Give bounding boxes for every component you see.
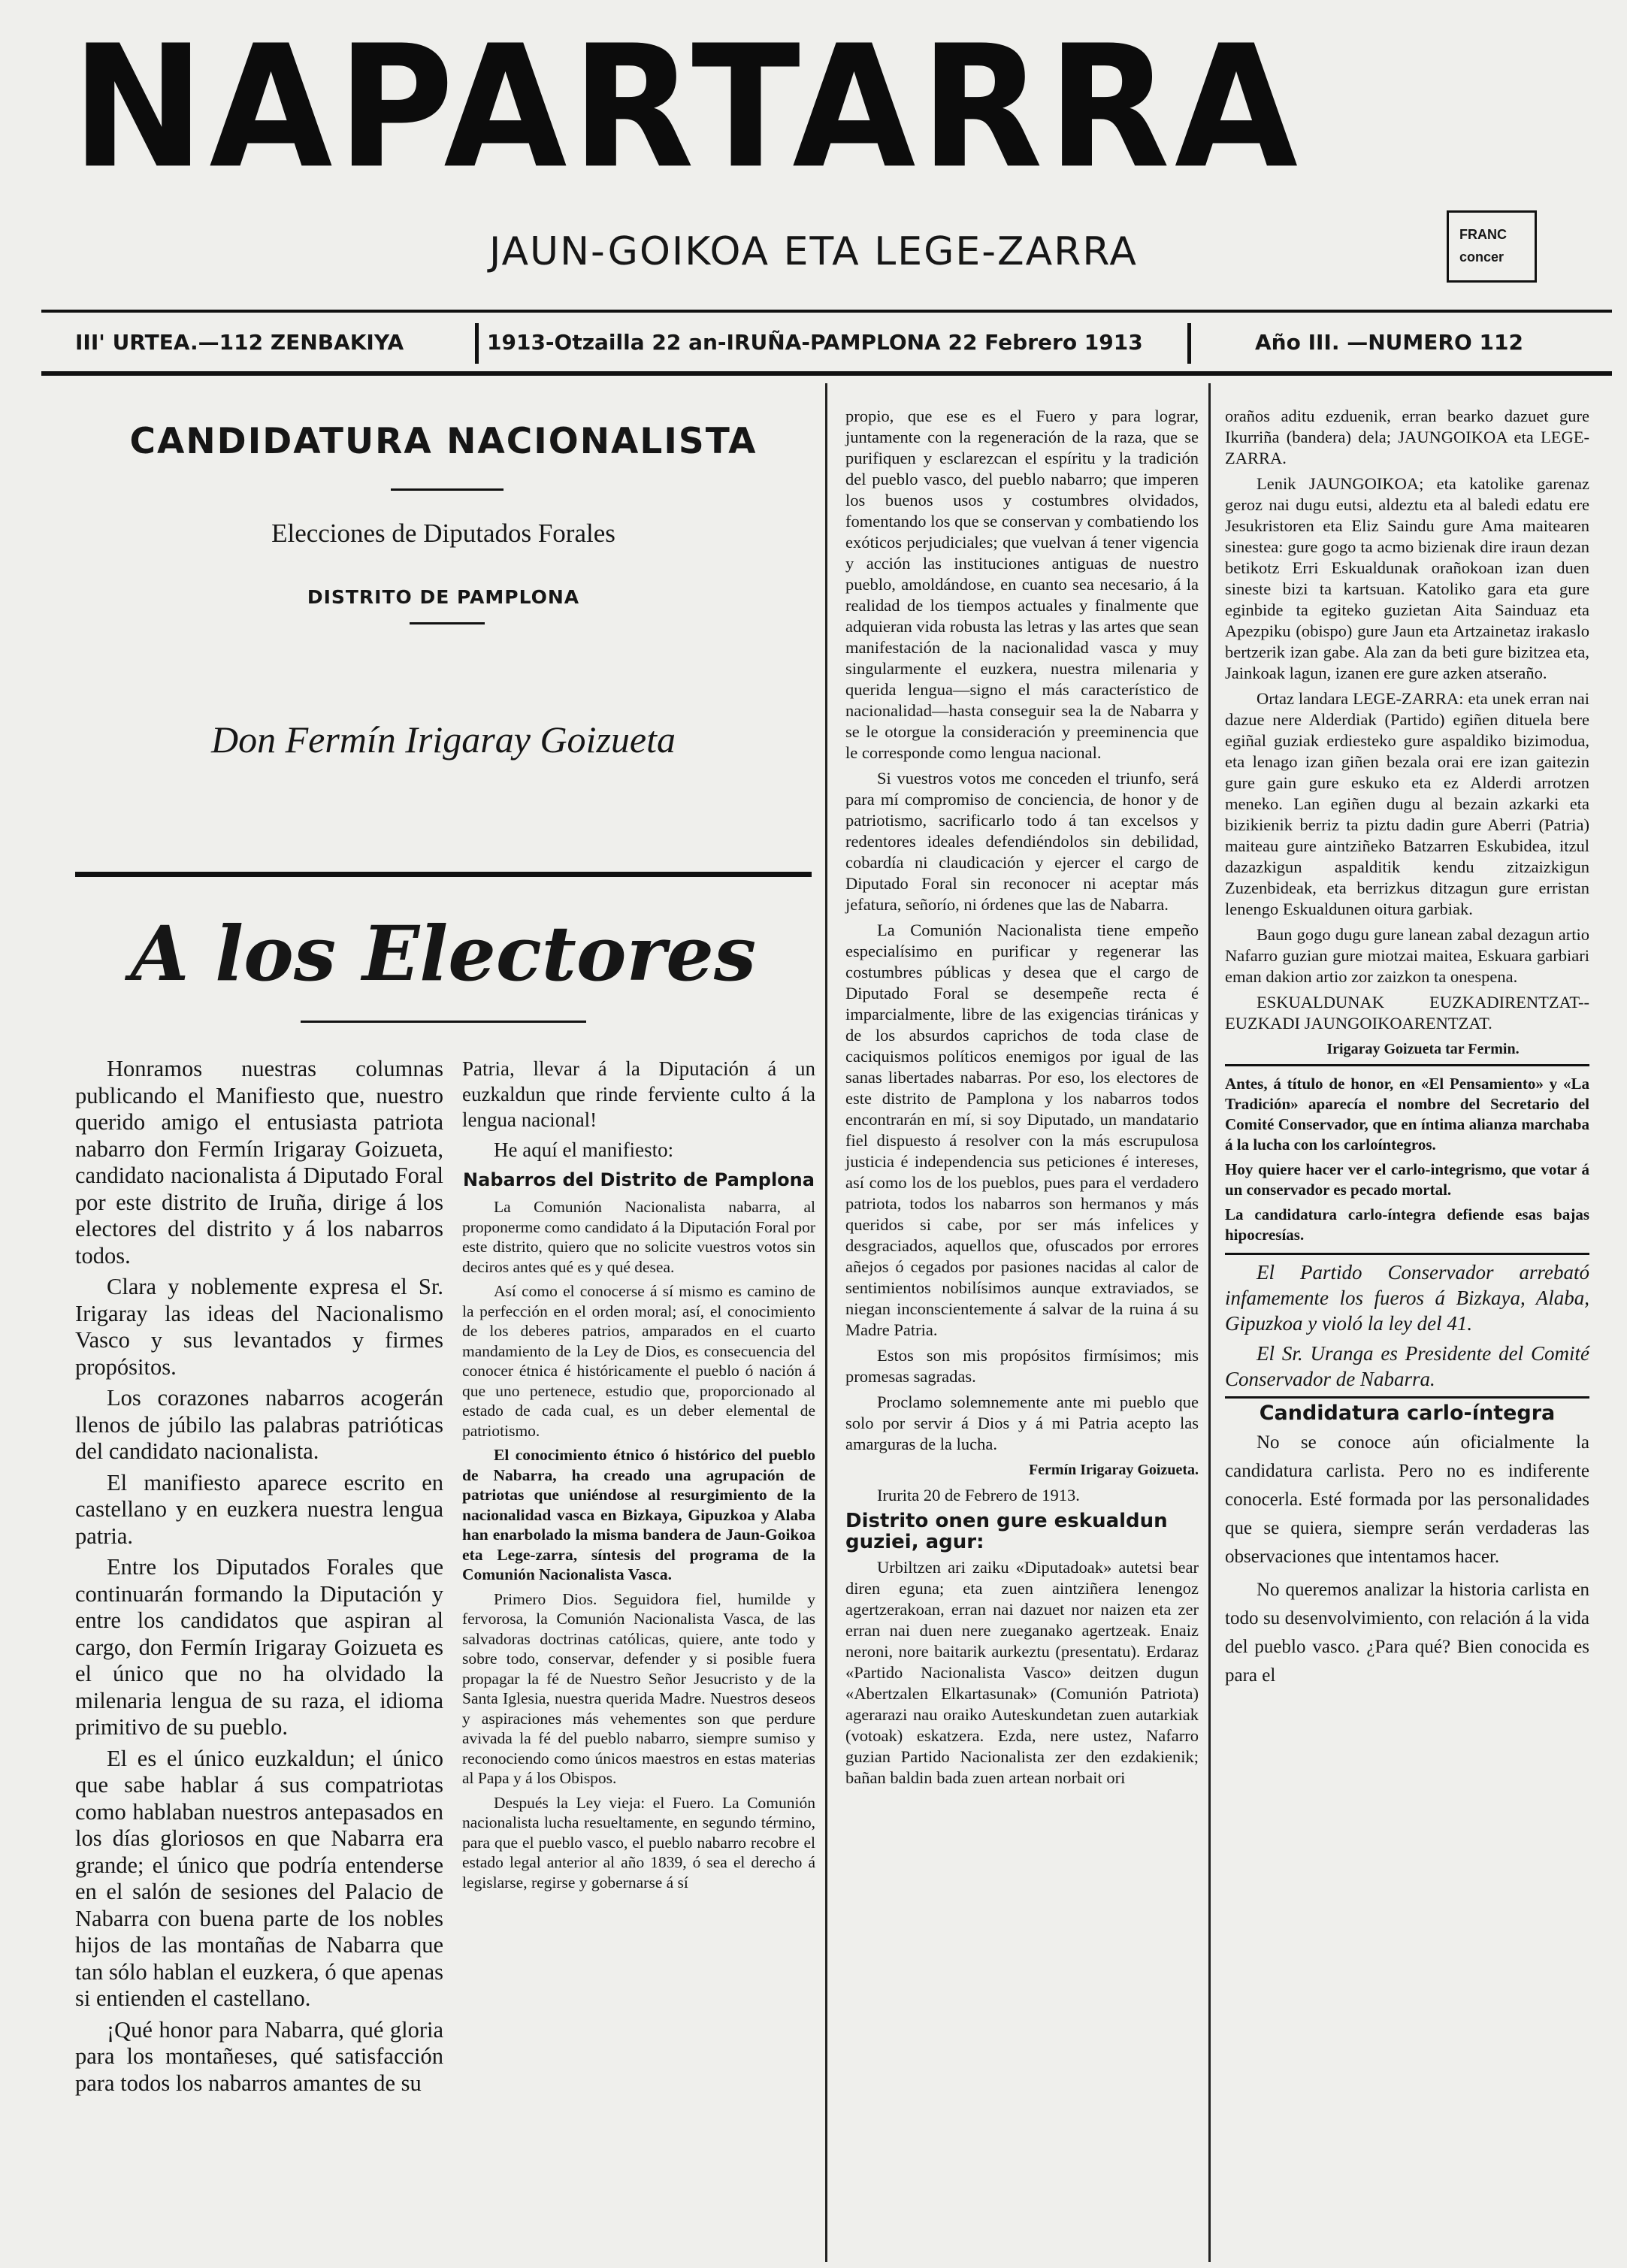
article-paragraph: El manifiesto aparece escrito en castellano y en euzkera nuestra lengua patria. — [75, 1469, 443, 1549]
rule-bottom — [41, 371, 1612, 376]
article-paragraph: propio, que ese es el Fuero y para lograr, juntamente con la regeneración de la raza, que se purifiquen y esclarezcan el espíritu y la tradición del pueblo vasco, del pueblo nabarro; que imperen los buenos usos y costumbres olvidados, fomentando los que se conservan y combatiendo los exóticos perjudiciales; que vuelvan á tener vigencia y acción las instituciones antiguas de nuestro pueblo, amoldándose, en cuanto sea necesario, á la realidad de los tiempos actuales y finalmente que adquieran vida robusta las letras y las artes que sean manifestación de la nacionalidad vasca y muy singularmente el euzkera, nuestra milenaria y querida lengua—signo el más característico de nacionalidad—hasta conseguir sea la de Nabarra y se le otorgue la consideración y preeminencia que le corresponde como lengua nacional. — [845, 407, 1199, 762]
column-rule — [1208, 383, 1211, 2262]
notice-box — [1225, 1074, 1589, 1245]
candidatura-title: CANDIDATURA NACIONALISTA — [129, 421, 758, 462]
article-paragraph: Proclamo solemnemente ante mi pueblo que solo por servir á Dios y á mi Patria acepto las amarguras de la lucha. — [845, 1393, 1199, 1453]
article-paragraph: La Comunión Nacionalista nabarra, al proponerme como candidato á la Diputación Foral por este distrito, quiero que no solicite vuestros votos sin deciros antes qué es y qué desea. — [462, 1198, 815, 1276]
column-4 — [1225, 406, 1589, 1695]
column-1 — [75, 1056, 443, 2101]
article-paragraph: Primero Dios. Seguidora fiel, humilde y fervorosa, la Comunión Nacionalista Vasca, de las salvadoras doctrinas católicas, quiere, ante todo y sobre todo, conservar, defender y si posible fuera propagar la fé de Nuestro Señor Jesucristo y de la Santa Iglesia, nuestra querida Madre. Nuestros deseos y aspiraciones más vehementes son que perdure avivada la fé del pueblo nabarro, siempre sumiso y reconociendo como únicos maestros en estas materias al Papa y á los Obispos. — [462, 1589, 815, 1787]
signature: Fermín Irigaray Goizueta. — [1028, 1462, 1199, 1478]
column-3 — [845, 406, 1199, 1793]
dateline-right: Año III. —NUMERO 112 — [1255, 330, 1523, 355]
section-rule — [75, 872, 812, 877]
article-paragraph: Después la Ley vieja: el Fuero. La Comunión nacionalista lucha resueltamente, en segundo término, para que el pueblo vasco, el pueblo nabarro recobre el estado legal anterior al año 1839, ó sea el derecho á legislarse, regirse y gobernarse á sí — [462, 1793, 815, 1892]
closing-line: ESKUALDUNAK EUZKADIRENTZAT--EUZKADI JAUNGOIKOARENTZAT. — [1225, 993, 1589, 1033]
article-paragraph: Si vuestros votos me conceden el triunfo, será para mí compromiso de conciencia, de honor y de patriotismo, sacrificarlo todo á tan excelsos y redentores ideales defendiéndolos sin debilidad, cobardía ni claudicación y ejercer el cargo de Diputado Foral sin reconocer ni aceptar más jefatura, señorío, ni órdenes que las de Nabarra. — [845, 769, 1199, 914]
candidatura-district: DISTRITO DE PAMPLONA — [307, 586, 580, 608]
column-rule — [825, 383, 827, 2262]
article-paragraph: Baun gogo dugu gure lanean zabal dezagun artio Nafarro guzian gure miotzai maitea, Eskuara garbiari eman dakion artio zor zaizkon ta onespena. — [1225, 925, 1589, 986]
signature: Irigaray Goizueta tar Fermin. — [1326, 1041, 1520, 1057]
ornament-line — [391, 488, 504, 491]
notice-paragraph: La candidatura carlo-íntegra defiende esas bajas hipocresías. — [1225, 1205, 1589, 1244]
article-paragraph: Patria, llevar á la Diputación á un euzkaldun que rinde ferviente culto á la lengua nacional! — [462, 1057, 815, 1131]
carlo-heading: Candidatura carlo-íntegra — [1259, 1402, 1556, 1425]
carlo-article — [1225, 1429, 1589, 1690]
dateline-divider — [1187, 323, 1191, 364]
article-paragraph: Clara y noblemente expresa el Sr. Irigaray las ideas del Nacionalismo Vasco y sus levantados y firmes propósitos. — [75, 1274, 443, 1380]
article-paragraph: Ortaz landara LEGE-ZARRA: eta unek erran nai dazue nere Alderdiak (Partido) egiñen dituela bere egiñal guziak erdiesteko gure aspaldiko bizimodua, eta lenago izan giñen bezala orai ere izan gaitezin gure gain gure eskuko eta ez Alderdi arrotzen meneko. Lan egiñen dugu al bezain azkarki eta bizikienik berriz ta piztu dadin gure Aberri (Patria) maiteau gure aintziñeko Batzarren Eskubidea, itzul dazazkigun aspalditik kendu zitzaizkigun Zuzenbideak, eta berrizkus ditzagun gure erristan lenengo Eskualdunen oitura garbiak. — [1225, 689, 1589, 918]
notice-rule — [1225, 1253, 1589, 1255]
dateline-divider — [475, 323, 479, 364]
corner-box-line: concer — [1459, 249, 1505, 265]
article-paragraph: Así como el conocerse á sí mismo es camino de la perfección en el orden moral; así, el conocimiento de los deberes patrios, amparados en el cuarto mandamiento de la Ley de Dios, es consecuencia del conocer étnica é históricamente el pueblo ó nación á que uno pertenece, estudio que, proporcionado al estado de cada cual, es un deber elemental de patriotismo. — [462, 1282, 815, 1440]
article-paragraph: ¡Qué honor para Nabarra, qué gloria para los montañeses, qué satisfacción para todos los nabarros amantes de su — [75, 2016, 443, 2096]
corner-box — [1447, 210, 1537, 283]
electores-title: A los Electores — [130, 909, 757, 998]
candidatura-subtitle: Elecciones de Diputados Forales — [271, 519, 615, 548]
article-paragraph: Entre los Diputados Forales que continuarán formando la Diputación y entre los candidatos que aspiran al cargo, don Fermín Irigaray Goizueta es el único que no ha olvidado la milenaria lengua de su raza, el idioma primitivo de su pueblo. — [75, 1554, 443, 1740]
article-paragraph: El es el único euzkaldun; el único que sabe hablar á sus compatriotas como hablaban nuestros antepasados en los días gloriosos en que Nabarra era grande; el único que podría entenderse en el salón de sesiones del Palacio de Nabarra con buena parte de los nobles hijos de las montañas de Nabarra que tan sólo hablan el euzkera, ó que apenas si entienden el castellano. — [75, 1745, 443, 2011]
italic-paragraph: El Sr. Uranga es Presidente del Comité Conservador de Nabarra. — [1225, 1342, 1589, 1390]
notice-rule — [1225, 1396, 1589, 1399]
notice-paragraph: Antes, á título de honor, en «El Pensamiento» y «La Tradición» aparecía el nombre del Secretario del Comité Conservador, que en íntima alianza marchaba á la lucha con los carloíntegros. — [1225, 1075, 1589, 1154]
masthead-title: NAPARTARRA — [71, 8, 1302, 206]
column-2 — [462, 1056, 815, 1897]
article-paragraph: He aquí el manifiesto: — [494, 1139, 674, 1161]
rule-top — [41, 310, 1612, 313]
ornament-line — [301, 1021, 586, 1023]
article-paragraph: oraños aditu ezduenik, erran bearko dazuet gure Ikurriña (bandera) dela; JAUNGOIKOA eta LEGE-ZARRA. — [1225, 407, 1589, 467]
dateline-left: III' URTEA.—112 ZENBAKIYA — [75, 330, 404, 355]
candidate-name: Don Fermín Irigaray Goizueta — [211, 718, 676, 761]
notice-paragraph: Hoy quiere hacer ver el carlo-integrismo, que votar á un conservador es pecado mortal. — [1225, 1160, 1589, 1199]
article-paragraph: No queremos analizar la historia carlista en todo su desenvolvimiento, con relación á la vida del pueblo vasco. ¿Para qué? Bien conocida es para el — [1225, 1580, 1589, 1686]
notice-rule — [1225, 1064, 1589, 1066]
italic-notice — [1225, 1259, 1589, 1392]
italic-paragraph: El Partido Conservador arrebató infamemente los fueros á Bizkaya, Alaba, Gipuzkoa y violó la ley del 41. — [1225, 1261, 1589, 1335]
article-paragraph: Los corazones nabarros acogerán llenos de júbilo las palabras patrióticas del candidato nacionalista. — [75, 1385, 443, 1464]
masthead-motto: JAUN-GOIKOA ETA LEGE-ZARRA — [489, 229, 1138, 274]
article-paragraph: La Comunión Nacionalista tiene empeño especialísimo en purificar y regenerar las costumbres públicas y desea que el cargo de Diputado Foral se desempeñe recta é imparcialmente, libre de las exigencias tiránicas y de los absurdos caprichos de toda clase de caciquismos políticos enemigos por igual de las sanas libertades nabarras. Por eso, los electores de este distrito de Pamplona y los nabarros todos encontrarán en mí, si soy Diputado, un mandatario fiel dispuesto á resolver con la más escrupulosa justicia é independencia sus peticiones é intereses, así como los de los pueblos, pues para el verdadero patriota, todos los nabarros son hermanos y más queridos si cabe, por ser más infelices y desgraciados, aquellos que, ofuscados por errores añejos ó cegados por pasiones nacidas al calor de sentimientos nobilísimos aunque extraviados, se niegan inconscientemente á salvar de la ruina á su Madre Patria. — [845, 921, 1199, 1339]
dateline-place: Irurita 20 de Febrero de 1913. — [877, 1486, 1080, 1504]
dateline-center: 1913-Otzailla 22 an-IRUÑA-PAMPLONA 22 Febrero 1913 — [487, 330, 1143, 355]
basque-heading: Distrito onen gure eskualdun guziei, agur: — [845, 1510, 1168, 1553]
article-paragraph: Estos son mis propósitos firmísimos; mis promesas sagradas. — [845, 1346, 1199, 1386]
article-paragraph: Honramos nuestras columnas publicando el Manifiesto que, nuestro querido amigo el entusiasta patriota nabarro don Fermín Irigaray Goizueta, candidato nacionalista á Diputado Foral por este distrito de Iruña, dirige á los electores del distrito y á los nabarros todos. — [75, 1056, 443, 1269]
article-paragraph: Urbiltzen ari zaiku «Diputadoak» autetsi bear diren eguna; eta zuen aintziñera lenengoz agertzerakoan, erran nai dazuet nor naizen eta zer erran nai duen nere zueganako agertzeak. Enaiz neroni, nore baitarik aurkeztu (presentatu). Erdaraz «Partido Nacionalista Vasco» deitzen dugun «Abertzalen Elkartasunak» (Comunión Patriota) agerarazi nau oraiko Auteskundetan zuen autarkiak (votoak) eskatzera. Ezda, nere ustez, Nafarro guzian Partido Nacionalista zer den ezdakienik; bañan baldin bada zuen artean norbait ori — [845, 1558, 1199, 1787]
ornament-line — [410, 622, 485, 624]
article-paragraph: Lenik JAUNGOIKOA; eta katolike garenaz geroz nai dugu eutsi, aldeztu eta al baledi edatu ere Jesukristoren eta Eliz Saindu gure Ama maitearen sinestea: gure gogo ta acmo bizienak dire iraun dezan betikotz Erri Eskualdunak orañokoan izan duen sineste bizi ta kartsuan. Katoliko gara eta gure eginbide ta egiteko guzietan Aita Sainduaz eta Apezpiku (obispo) gure Jaun eta Artzainetaz irakaslo bertzerik izan gabe. Ala zan da beti gure bizitzea eta, Jainkoak lagun, izanen ere gure azken atseraño. — [1225, 474, 1589, 682]
corner-box-line: FRANC — [1459, 227, 1507, 242]
manifesto-heading: Nabarros del Distrito de Pamplona — [463, 1169, 815, 1190]
article-paragraph: No se conoce aún oficialmente la candidatura carlista. Pero no es indiferente conocerla. Esté formada por las personalidades que se quiera, siempre serán verdaderas las observaciones que intentamos hacer. — [1225, 1432, 1589, 1567]
article-paragraph: El conocimiento étnico ó histórico del pueblo de Nabarra, ha creado una agrupación de patriotas que uniéndose al resurgimiento de la nacionalidad vasca en Bizkaya, Gipuzkoa y Alaba han enarbolado la misma bandera de Jaun-Goikoa eta Lege-zarra, síntesis del programa de la Comunión Nacionalista Vasca. — [462, 1446, 815, 1583]
